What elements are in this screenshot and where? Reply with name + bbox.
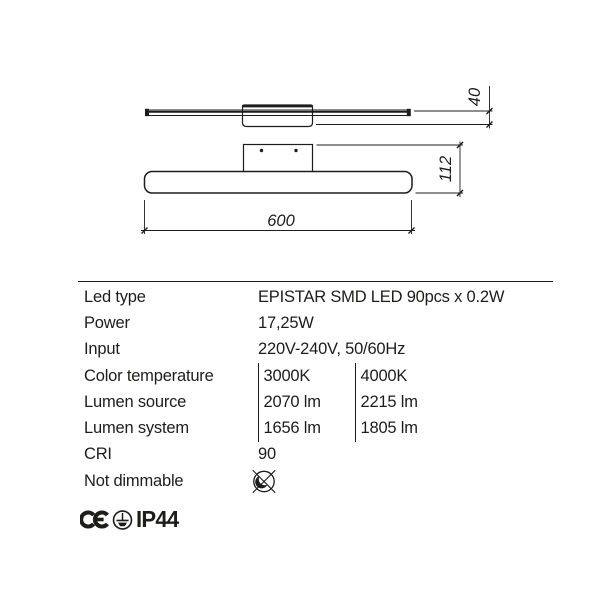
protection-class-icon xyxy=(112,509,133,531)
spec-row-lumen-source xyxy=(78,389,553,415)
spec-value-3000k: 1656 lm xyxy=(258,415,355,441)
spec-value: 220V-240V, 50/60Hz xyxy=(258,340,406,359)
spec-row-not-dimmable xyxy=(78,468,553,494)
spec-label: Led type xyxy=(84,287,146,306)
technical-drawing xyxy=(0,0,602,262)
spec-label: Power xyxy=(84,313,130,332)
spec-value: EPISTAR SMD LED 90pcs x 0.2W xyxy=(258,287,505,306)
not-dimmable-icon xyxy=(249,467,279,496)
dim-width-label: 600 xyxy=(267,212,295,230)
spec-value-3000k: 2070 lm xyxy=(258,389,355,415)
spec-label: CRI xyxy=(84,445,112,464)
bar-end-cap xyxy=(145,109,149,116)
spec-row-led-type xyxy=(78,284,553,310)
spec-row-color-temperature xyxy=(78,363,553,389)
dim-height-label: 112 xyxy=(437,155,455,183)
ce-mark-icon xyxy=(80,509,110,530)
top-view xyxy=(145,86,493,129)
spec-table xyxy=(78,281,553,494)
spec-value-4000k: 2215 lm xyxy=(355,389,553,415)
spec-value: 90 xyxy=(258,445,276,464)
spec-row-lumen-system xyxy=(78,415,553,441)
spec-value-4000k: 4000K xyxy=(355,363,553,389)
bar-end-cap xyxy=(407,109,411,116)
spec-label: Color temperature xyxy=(84,366,214,385)
spec-row-cri xyxy=(78,442,553,468)
front-view xyxy=(141,142,463,235)
spec-label: Lumen source xyxy=(84,392,187,411)
screw-hole xyxy=(260,149,263,152)
spec-value: 17,25W xyxy=(258,313,314,332)
certifications-row xyxy=(80,506,180,533)
ip44-rating: IP44 xyxy=(136,506,179,532)
spec-label: Input xyxy=(84,340,120,359)
spec-value-4000k: 1805 lm xyxy=(355,415,553,441)
spec-label: Not dimmable xyxy=(84,471,184,490)
spec-row-input xyxy=(78,337,553,363)
spec-row-power xyxy=(78,310,553,336)
spec-value-3000k: 3000K xyxy=(258,363,355,389)
screw-hole xyxy=(294,149,297,152)
dim-depth-label: 40 xyxy=(466,87,484,107)
spec-label: Lumen system xyxy=(84,419,189,438)
